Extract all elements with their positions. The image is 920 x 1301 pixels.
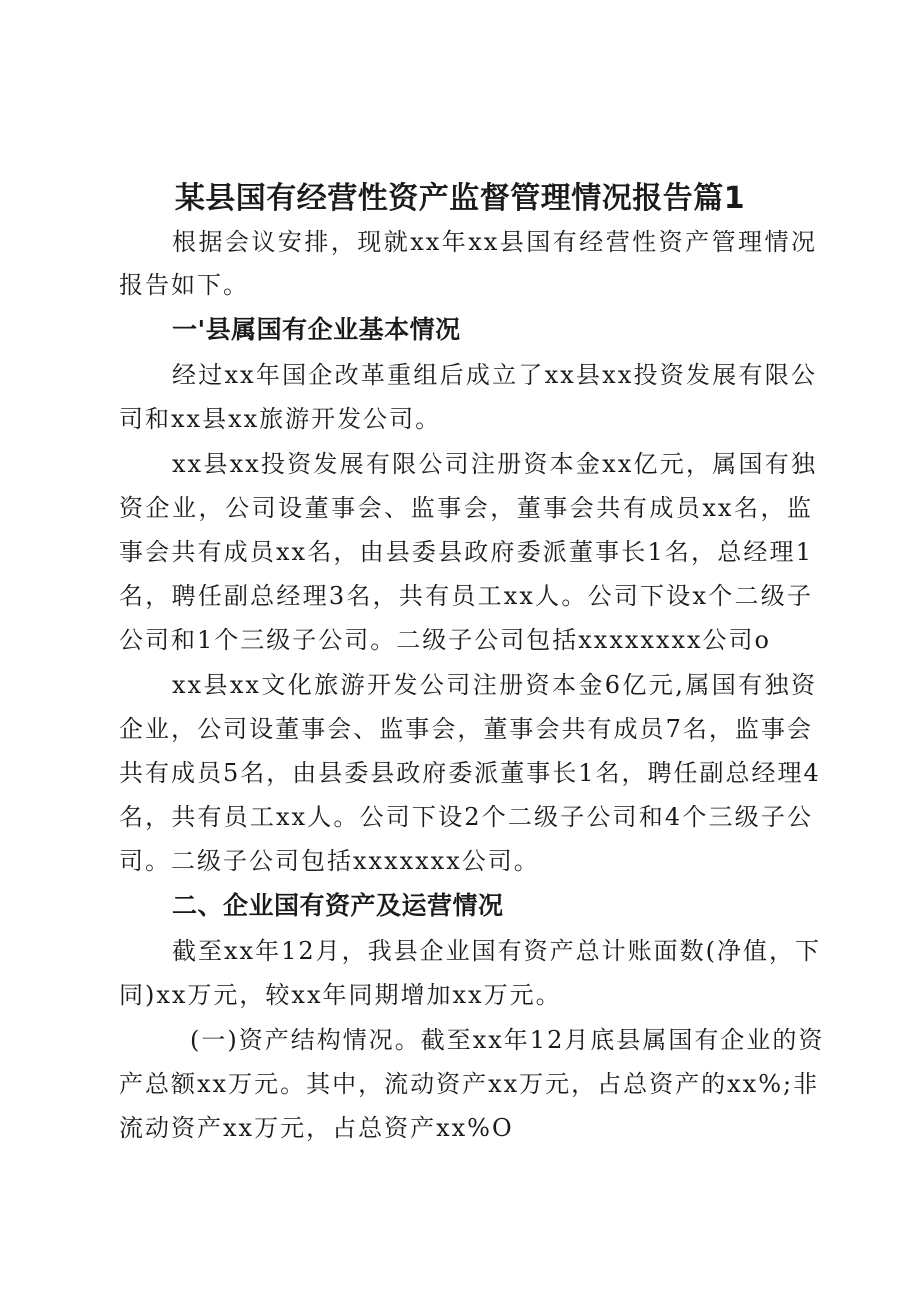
paragraph-5-line-1: 截至xx年12月，我县企业国有资产总计账面数(净值，下 <box>172 937 821 965</box>
paragraph-4-line-3: 共有成员5名，由县委县政府委派董事长1名，聘任副总经理4 <box>119 759 821 787</box>
paragraph-4-line-5: 司。二级子公司包括xxxxxxx公司。 <box>119 847 540 875</box>
paragraph-6-line-1: (一)资产结构情况。截至xx年12月底县属国有企业的资 <box>190 1026 825 1054</box>
paragraph-2-line-2: 司和xx县xx旅游开发公司。 <box>119 405 442 433</box>
paragraph-5-line-2: 同)xx万元，较xx年同期增加xx万元。 <box>119 981 562 1009</box>
document-title: 某县国有经营性资产监督管理情况报告篇1 <box>174 181 746 216</box>
paragraph-6-line-3: 流动资产xx万元，占总资产xx%O <box>119 1114 514 1142</box>
paragraph-4-line-2: 企业，公司设董事会、监事会，董事会共有成员7名，监事会 <box>119 715 813 743</box>
section-heading-2: 二、企业国有资产及运营情况 <box>172 891 504 920</box>
paragraph-3-line-5: 公司和1个三级子公司。二级子公司包括xxxxxxxx公司o <box>119 626 771 654</box>
paragraph-6-line-2: 产总额xx万元。其中，流动资产xx万元，占总资产的xx%;非 <box>119 1070 820 1098</box>
section-heading-1: 一'县属国有企业基本情况 <box>172 315 461 344</box>
paragraph-3-line-3: 事会共有成员xx名，由县委县政府委派董事长1名，总经理1 <box>119 538 813 566</box>
paragraph-3-line-2: 资企业，公司设董事会、监事会，董事会共有成员xx名，监 <box>119 494 813 522</box>
paragraph-3-line-1: xx县xx投资发展有限公司注册资本金xx亿元，属国有独 <box>172 450 817 478</box>
paragraph-4-line-1: xx县xx文化旅游开发公司注册资本金6亿元,属国有独资 <box>172 671 817 699</box>
paragraph-1-line-1: 根据会议安排，现就xx年xx县国有经营性资产管理情况 <box>172 228 817 256</box>
paragraph-2-line-1: 经过xx年国企改革重组后成立了xx县xx投资发展有限公 <box>172 361 817 389</box>
paragraph-4-line-4: 名，共有员工xx人。公司下设2个二级子公司和4个三级子公 <box>119 803 813 831</box>
paragraph-1-line-2: 报告如下。 <box>119 271 249 299</box>
paragraph-3-line-4: 名，聘任副总经理3名，共有员工xx人。公司下设x个二级子 <box>119 582 813 610</box>
